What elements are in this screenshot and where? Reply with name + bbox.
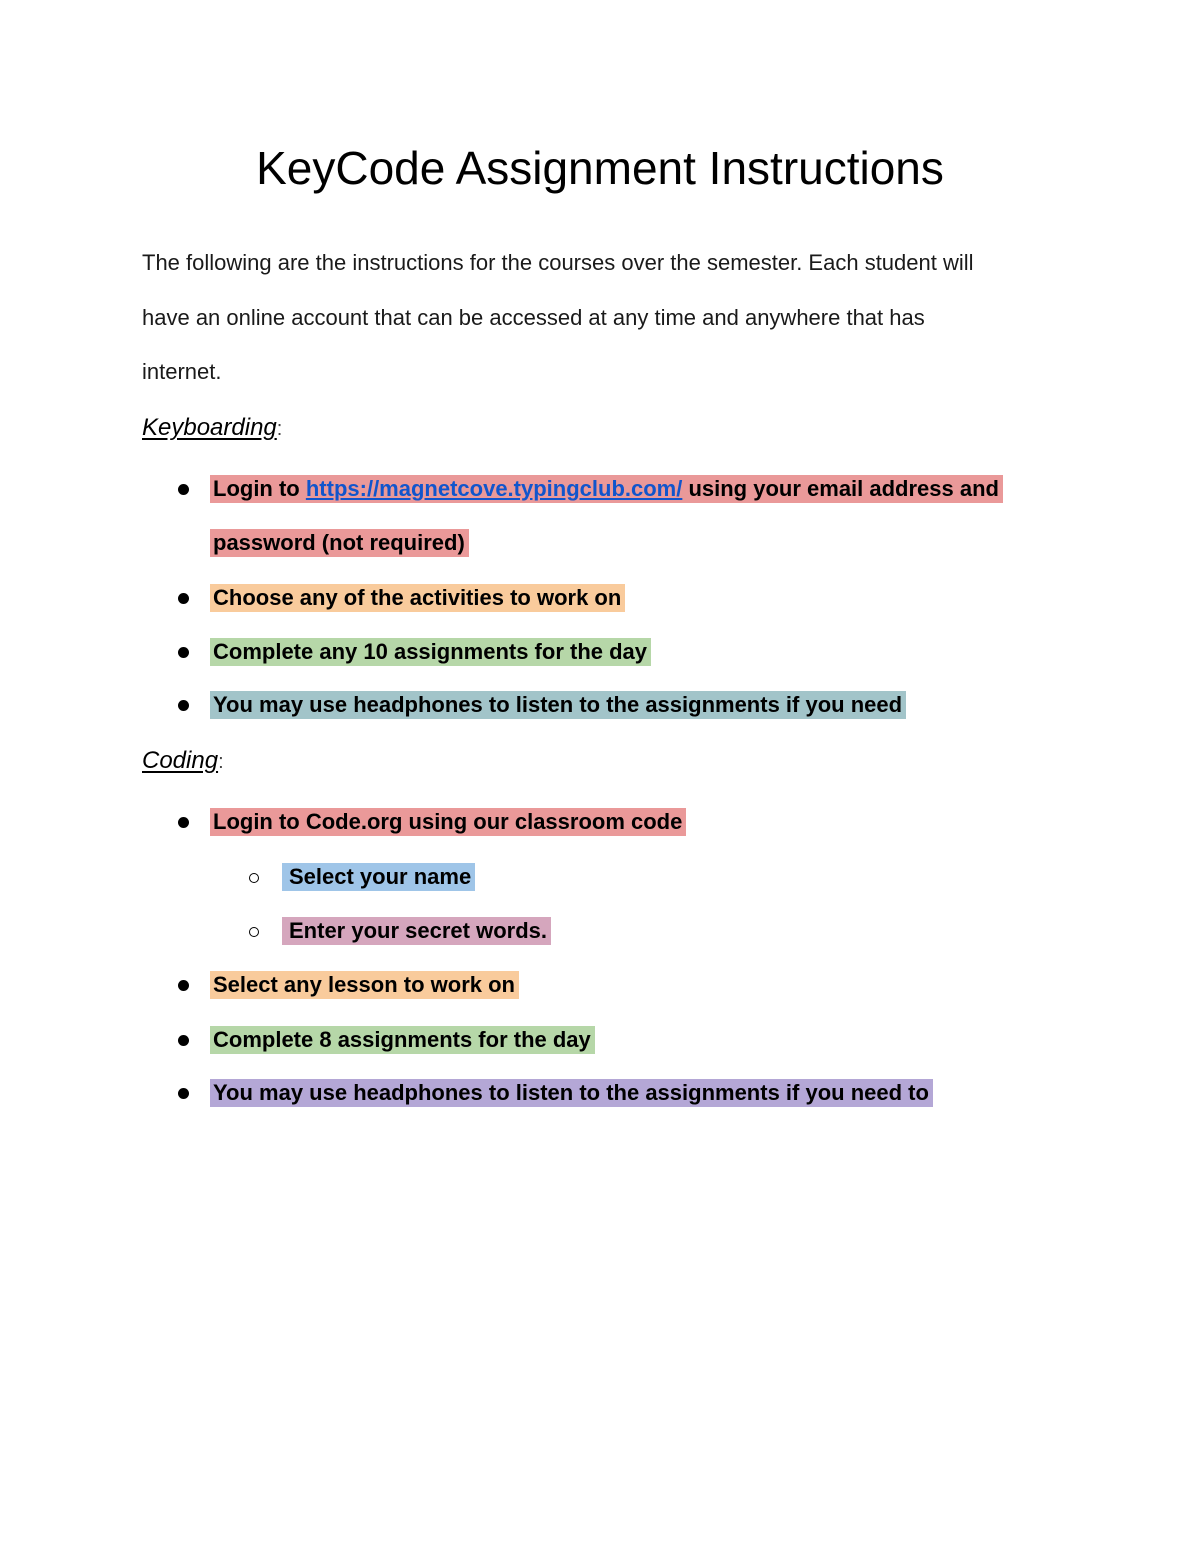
- bullet-icon: [178, 1088, 189, 1099]
- intro-line: The following are the instructions for the courses over the semester. Each student will: [142, 250, 974, 275]
- hollow-bullet-icon: [249, 873, 259, 883]
- hollow-bullet-icon: [249, 927, 259, 937]
- highlighted-text: You may use headphones to listen to the assignments if you need: [210, 691, 906, 719]
- list-item: [0, 475, 1200, 503]
- bullet-icon: [178, 647, 189, 658]
- item-text: using your email address and: [682, 476, 999, 501]
- highlighted-text: [210, 475, 1003, 503]
- section-heading-keyboarding: [142, 412, 282, 445]
- list-item: [0, 1079, 1200, 1107]
- section-heading-text: Keyboarding: [142, 414, 277, 441]
- intro-paragraph: [142, 236, 1052, 400]
- sub-list-item: [0, 863, 1200, 891]
- intro-line: have an online account that can be accessed at any time and anywhere that has: [142, 304, 925, 330]
- bullet-icon: [178, 817, 189, 828]
- sub-list-item: [0, 917, 1200, 945]
- item-text: Login to: [213, 476, 306, 501]
- highlighted-text: Complete any 10 assignments for the day: [210, 638, 651, 666]
- highlighted-text: You may use headphones to listen to the assignments if you need to: [210, 1079, 933, 1107]
- section-heading-coding: [142, 745, 224, 778]
- bullet-icon: [178, 593, 189, 604]
- typingclub-link[interactable]: https://magnetcove.typingclub.com/: [305, 476, 683, 501]
- intro-line: internet.: [142, 359, 222, 384]
- document-title: KeyCode Assignment Instructions: [256, 142, 944, 194]
- bullet-icon: [178, 1035, 189, 1046]
- bullet-icon: [178, 980, 189, 991]
- list-item: [0, 971, 1200, 999]
- list-item: [0, 1026, 1200, 1054]
- highlighted-text: Choose any of the activities to work on: [210, 584, 625, 612]
- heading-colon: :: [218, 751, 224, 773]
- bullet-icon: [178, 700, 189, 711]
- highlighted-text: Select your name: [282, 863, 475, 891]
- list-item: [0, 808, 1200, 836]
- highlighted-text: password (not required): [210, 529, 469, 557]
- bullet-icon: [178, 484, 189, 495]
- highlighted-text: Select any lesson to work on: [210, 971, 519, 999]
- highlighted-text: Complete 8 assignments for the day: [210, 1026, 595, 1054]
- list-item-continuation: [0, 529, 1200, 557]
- list-item: [0, 691, 1200, 719]
- section-heading-text: Coding: [142, 747, 219, 774]
- list-item: [0, 584, 1200, 612]
- heading-colon: :: [276, 418, 283, 440]
- highlighted-text: Enter your secret words.: [282, 917, 551, 945]
- highlighted-text: Login to Code.org using our classroom code: [210, 808, 686, 836]
- list-item: [0, 638, 1200, 666]
